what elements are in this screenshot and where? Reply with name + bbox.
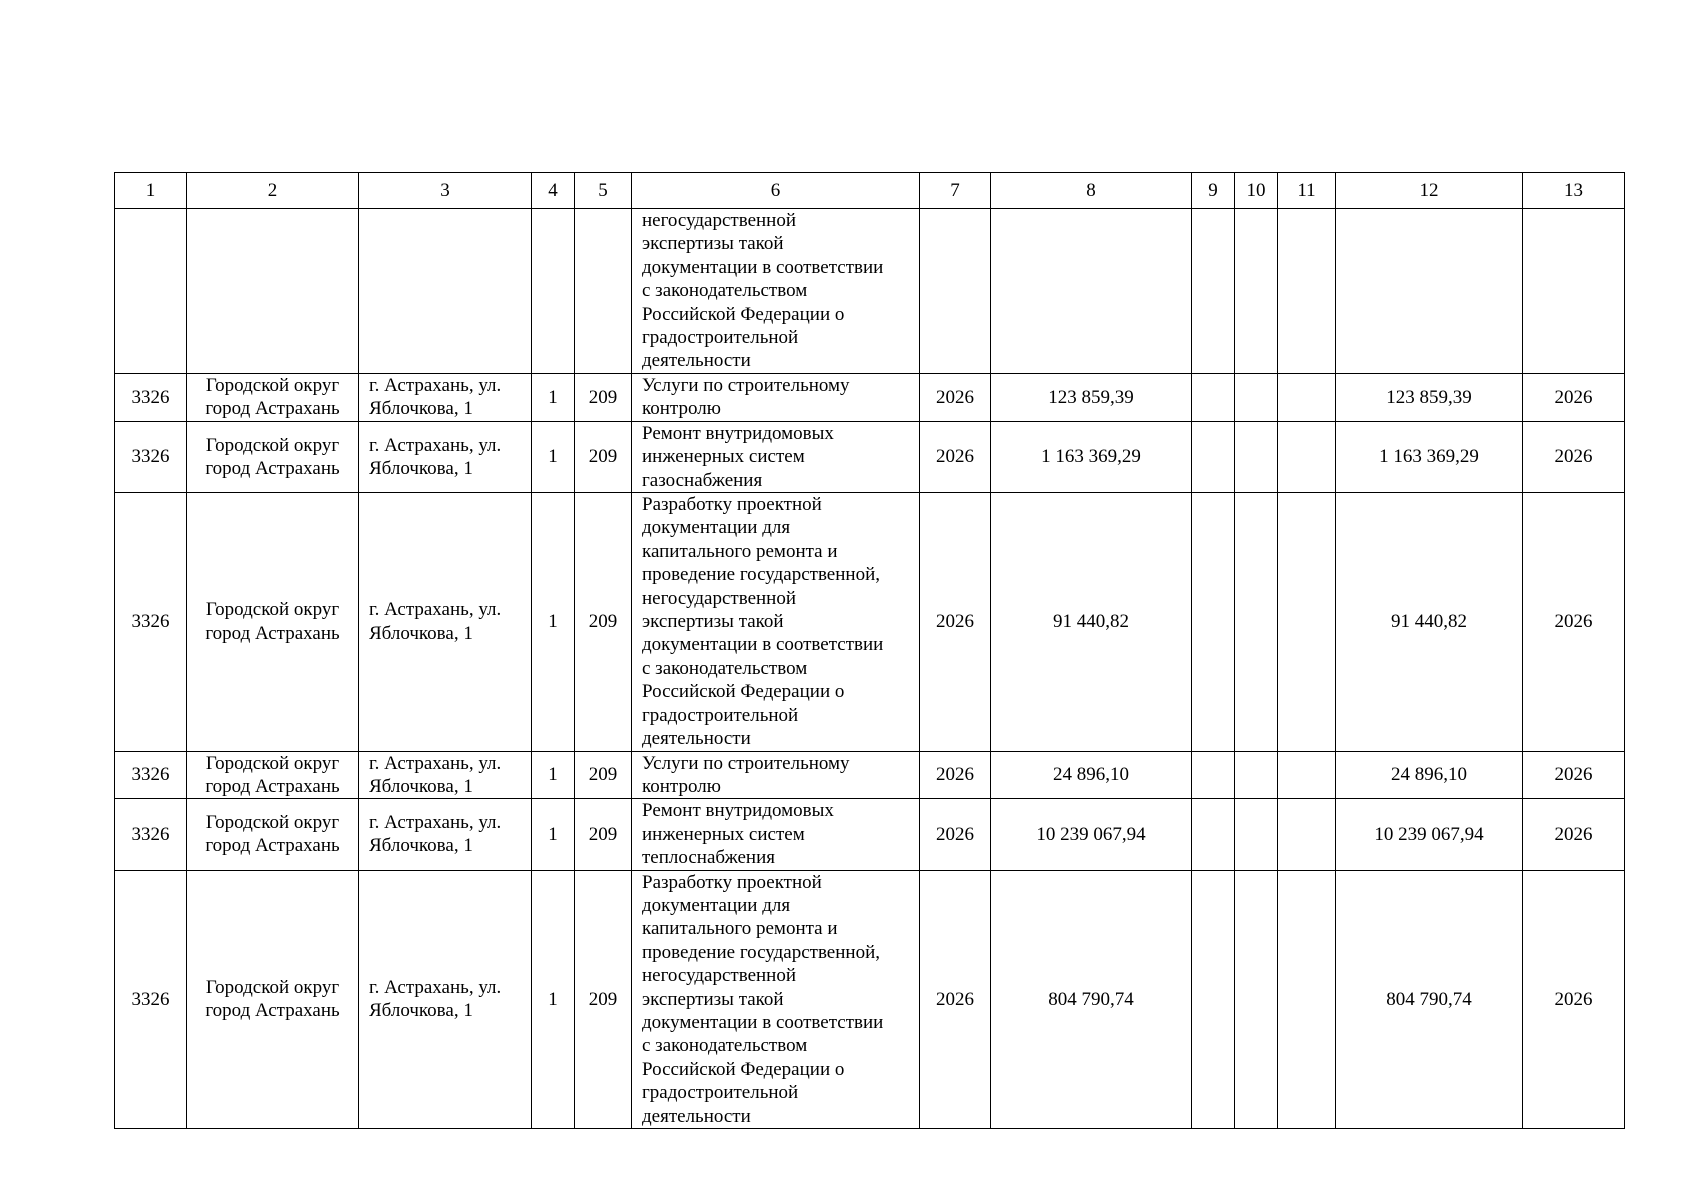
cost-cell: 804 790,74	[991, 870, 1192, 1128]
completion-year-cell: 2026	[1523, 870, 1625, 1128]
table-cell	[1192, 209, 1235, 374]
year-cell: 2026	[920, 870, 991, 1128]
table-cell	[359, 209, 532, 374]
col5-cell: 209	[575, 421, 632, 492]
table-row	[115, 751, 1625, 799]
table-cell	[575, 209, 632, 374]
col11-cell	[1278, 421, 1336, 492]
col10-cell	[1235, 493, 1278, 751]
col9-cell	[1192, 751, 1235, 799]
column-header-11: 11	[1278, 173, 1336, 209]
column-header-2: 2	[187, 173, 359, 209]
year-cell: 2026	[920, 374, 991, 422]
works-table	[114, 172, 1625, 1129]
table-header-row	[115, 173, 1625, 209]
col5-cell: 209	[575, 493, 632, 751]
work-description-cell: негосударственной экспертизы такой документации в соответствии с законодательством Российской Федерации о градостроительной деятельности	[632, 209, 920, 374]
cost-cell: 10 239 067,94	[991, 799, 1192, 870]
work-description-cell: Разработку проектной документации для капитального ремонта и проведение государственной, негосударственной экспертизы такой документации в соответствии с законодательством Российской Федерации о градостроительной деятельности	[632, 493, 920, 751]
table-cell	[115, 209, 187, 374]
col11-cell	[1278, 870, 1336, 1128]
municipality-cell: Городской округ город Астрахань	[187, 870, 359, 1128]
cost-cell: 24 896,10	[991, 751, 1192, 799]
col11-cell	[1278, 799, 1336, 870]
column-header-4: 4	[532, 173, 575, 209]
col4-cell: 1	[532, 799, 575, 870]
object-number-cell: 3326	[115, 374, 187, 422]
column-header-5: 5	[575, 173, 632, 209]
municipality-cell: Городской округ город Астрахань	[187, 751, 359, 799]
table-cell	[532, 209, 575, 374]
col4-cell: 1	[532, 374, 575, 422]
column-header-10: 10	[1235, 173, 1278, 209]
column-header-9: 9	[1192, 173, 1235, 209]
col9-cell	[1192, 493, 1235, 751]
col11-cell	[1278, 751, 1336, 799]
col10-cell	[1235, 799, 1278, 870]
cost-cell: 123 859,39	[991, 374, 1192, 422]
total-cell: 10 239 067,94	[1336, 799, 1523, 870]
table-row	[115, 493, 1625, 751]
object-number-cell: 3326	[115, 799, 187, 870]
total-cell: 1 163 369,29	[1336, 421, 1523, 492]
address-cell: г. Астрахань, ул. Яблочкова, 1	[359, 799, 532, 870]
address-cell: г. Астрахань, ул. Яблочкова, 1	[359, 493, 532, 751]
col10-cell	[1235, 751, 1278, 799]
year-cell: 2026	[920, 751, 991, 799]
address-cell: г. Астрахань, ул. Яблочкова, 1	[359, 374, 532, 422]
address-cell: г. Астрахань, ул. Яблочкова, 1	[359, 870, 532, 1128]
table-row	[115, 374, 1625, 422]
continuation-row	[115, 209, 1625, 374]
municipality-cell: Городской округ город Астрахань	[187, 374, 359, 422]
cost-cell: 91 440,82	[991, 493, 1192, 751]
col9-cell	[1192, 421, 1235, 492]
column-header-13: 13	[1523, 173, 1625, 209]
completion-year-cell: 2026	[1523, 493, 1625, 751]
municipality-cell: Городской округ город Астрахань	[187, 421, 359, 492]
completion-year-cell: 2026	[1523, 751, 1625, 799]
col5-cell: 209	[575, 751, 632, 799]
table-row	[115, 870, 1625, 1128]
column-header-7: 7	[920, 173, 991, 209]
col4-cell: 1	[532, 421, 575, 492]
work-description-cell: Услуги по строительному контролю	[632, 751, 920, 799]
col5-cell: 209	[575, 374, 632, 422]
col4-cell: 1	[532, 493, 575, 751]
year-cell: 2026	[920, 421, 991, 492]
cost-cell: 1 163 369,29	[991, 421, 1192, 492]
completion-year-cell: 2026	[1523, 421, 1625, 492]
table-cell	[1235, 209, 1278, 374]
column-header-12: 12	[1336, 173, 1523, 209]
col4-cell: 1	[532, 870, 575, 1128]
table-row	[115, 421, 1625, 492]
table-cell	[1278, 209, 1336, 374]
col5-cell: 209	[575, 799, 632, 870]
table-cell	[991, 209, 1192, 374]
col9-cell	[1192, 870, 1235, 1128]
municipality-cell: Городской округ город Астрахань	[187, 799, 359, 870]
object-number-cell: 3326	[115, 493, 187, 751]
table-cell	[1523, 209, 1625, 374]
work-description-cell: Ремонт внутридомовых инженерных систем газоснабжения	[632, 421, 920, 492]
work-description-cell: Разработку проектной документации для капитального ремонта и проведение государственной, негосударственной экспертизы такой документации в соответствии с законодательством Российской Федерации о градостроительной деятельности	[632, 870, 920, 1128]
table-cell	[187, 209, 359, 374]
col11-cell	[1278, 493, 1336, 751]
work-description-cell: Ремонт внутридомовых инженерных систем теплоснабжения	[632, 799, 920, 870]
table-cell	[1336, 209, 1523, 374]
total-cell: 804 790,74	[1336, 870, 1523, 1128]
year-cell: 2026	[920, 493, 991, 751]
col10-cell	[1235, 870, 1278, 1128]
address-cell: г. Астрахань, ул. Яблочкова, 1	[359, 421, 532, 492]
table-cell	[920, 209, 991, 374]
column-header-3: 3	[359, 173, 532, 209]
total-cell: 91 440,82	[1336, 493, 1523, 751]
column-header-6: 6	[632, 173, 920, 209]
column-header-8: 8	[991, 173, 1192, 209]
col11-cell	[1278, 374, 1336, 422]
year-cell: 2026	[920, 799, 991, 870]
completion-year-cell: 2026	[1523, 799, 1625, 870]
col9-cell	[1192, 374, 1235, 422]
object-number-cell: 3326	[115, 870, 187, 1128]
municipality-cell: Городской округ город Астрахань	[187, 493, 359, 751]
col10-cell	[1235, 421, 1278, 492]
table-row	[115, 799, 1625, 870]
col4-cell: 1	[532, 751, 575, 799]
address-cell: г. Астрахань, ул. Яблочкова, 1	[359, 751, 532, 799]
total-cell: 123 859,39	[1336, 374, 1523, 422]
column-header-1: 1	[115, 173, 187, 209]
total-cell: 24 896,10	[1336, 751, 1523, 799]
work-description-cell: Услуги по строительному контролю	[632, 374, 920, 422]
object-number-cell: 3326	[115, 751, 187, 799]
col10-cell	[1235, 374, 1278, 422]
col9-cell	[1192, 799, 1235, 870]
col5-cell: 209	[575, 870, 632, 1128]
object-number-cell: 3326	[115, 421, 187, 492]
completion-year-cell: 2026	[1523, 374, 1625, 422]
